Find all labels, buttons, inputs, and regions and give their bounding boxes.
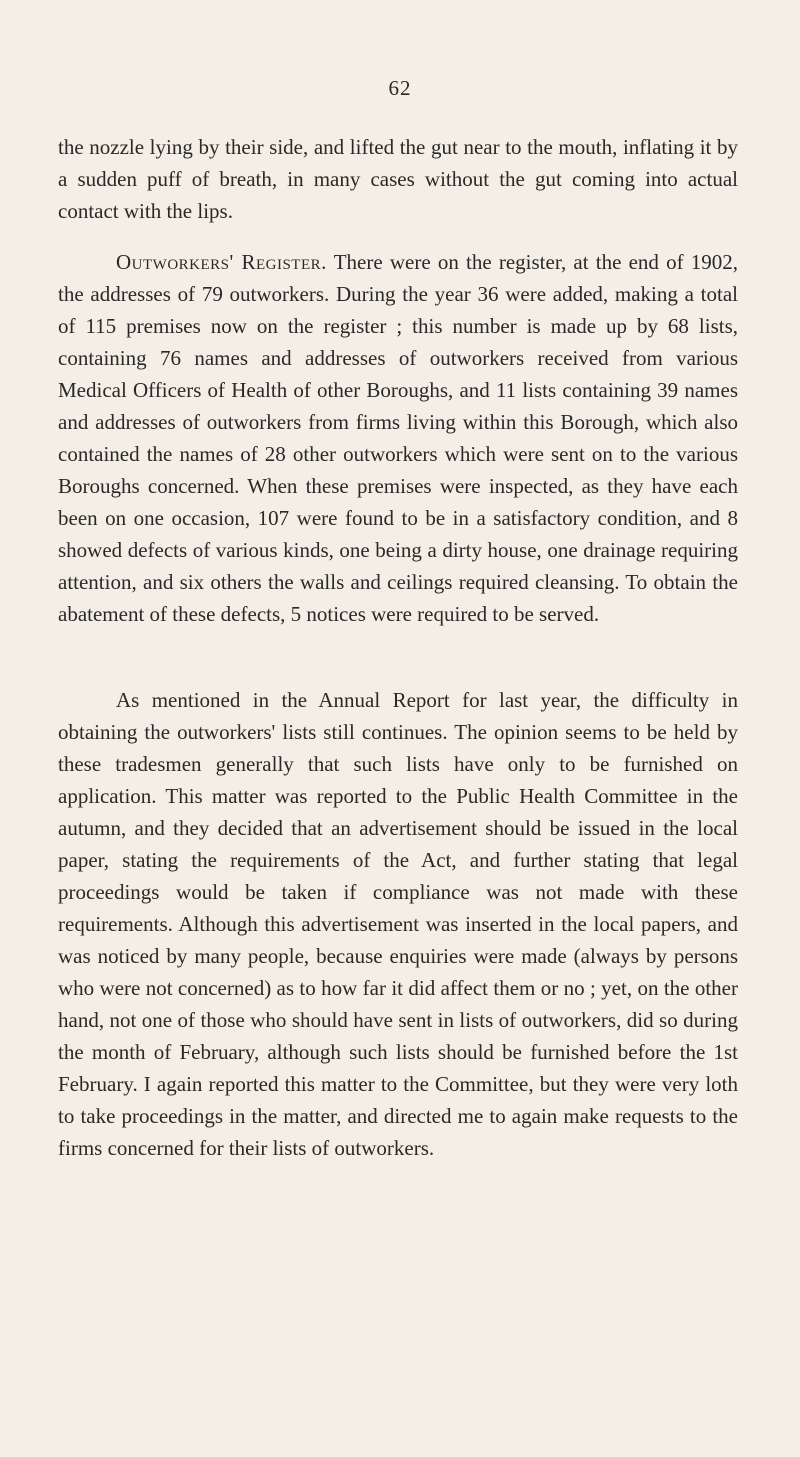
paragraph-annual-report xyxy=(58,684,738,1164)
paragraph-text: As mentioned in the Annual Report for last year, the difficulty in obtaining the outworkers' lists still continues. The opinion seems to be held by these tradesmen generally that such lists have only to be furnished on application. This matter was reported to the Public Health Committee in the autumn, and they decided that an advertisement should be issued in the local paper, stating the requirements of the Act, and further stating that legal proceedings would be taken if compliance was not made with these requirements. Although this advertisement was inserted in the local papers, and was noticed by many people, because enquiries were made (always by persons who were not concerned) as to how far it did affect them or no ; yet, on the other hand, not one of those who should have sent in lists of outworkers, did so during the month of February, although such lists should be furnished before the 1st February. I again reported this matter to the Committee, but they were very loth to take proceedings in the matter, and directed me to again make requests to the firms concerned for their lists of outworkers. xyxy=(58,688,738,1160)
page-number: 62 xyxy=(388,76,412,100)
paragraph-continuation xyxy=(58,131,738,227)
paragraph-body xyxy=(58,246,738,630)
paragraph-text: the nozzle lying by their side, and lifted the gut near to the mouth, inflating it by a sudden puff of breath, in many cases without the gut coming into actual contact with the lips. xyxy=(58,135,738,223)
section-heading: Outworkers' Register. xyxy=(116,250,327,274)
paragraph-outworkers-register xyxy=(58,246,738,630)
paragraph-text: There were on the register, at the end of 1902, the addresses of 79 outworkers. During the year 36 were added, making a total of 115 premises now on the register ; this number is made up by 68 lists, containing 76 names and addresses of outworkers received from various Medical Officers of Health of other Boroughs, and 11 lists containing 39 names and addresses of outworkers from firms living within this Borough, which also contained the names of 28 other outworkers which were sent on to the various Boroughs concerned. When these premises were inspected, as they have each been on one occasion, 107 were found to be in a satisfactory condition, and 8 showed defects of various kinds, one being a dirty house, one drainage requiring attention, and six others the walls and ceilings required cleansing. To obtain the abatement of these defects, 5 notices were required to be served. xyxy=(58,250,739,626)
